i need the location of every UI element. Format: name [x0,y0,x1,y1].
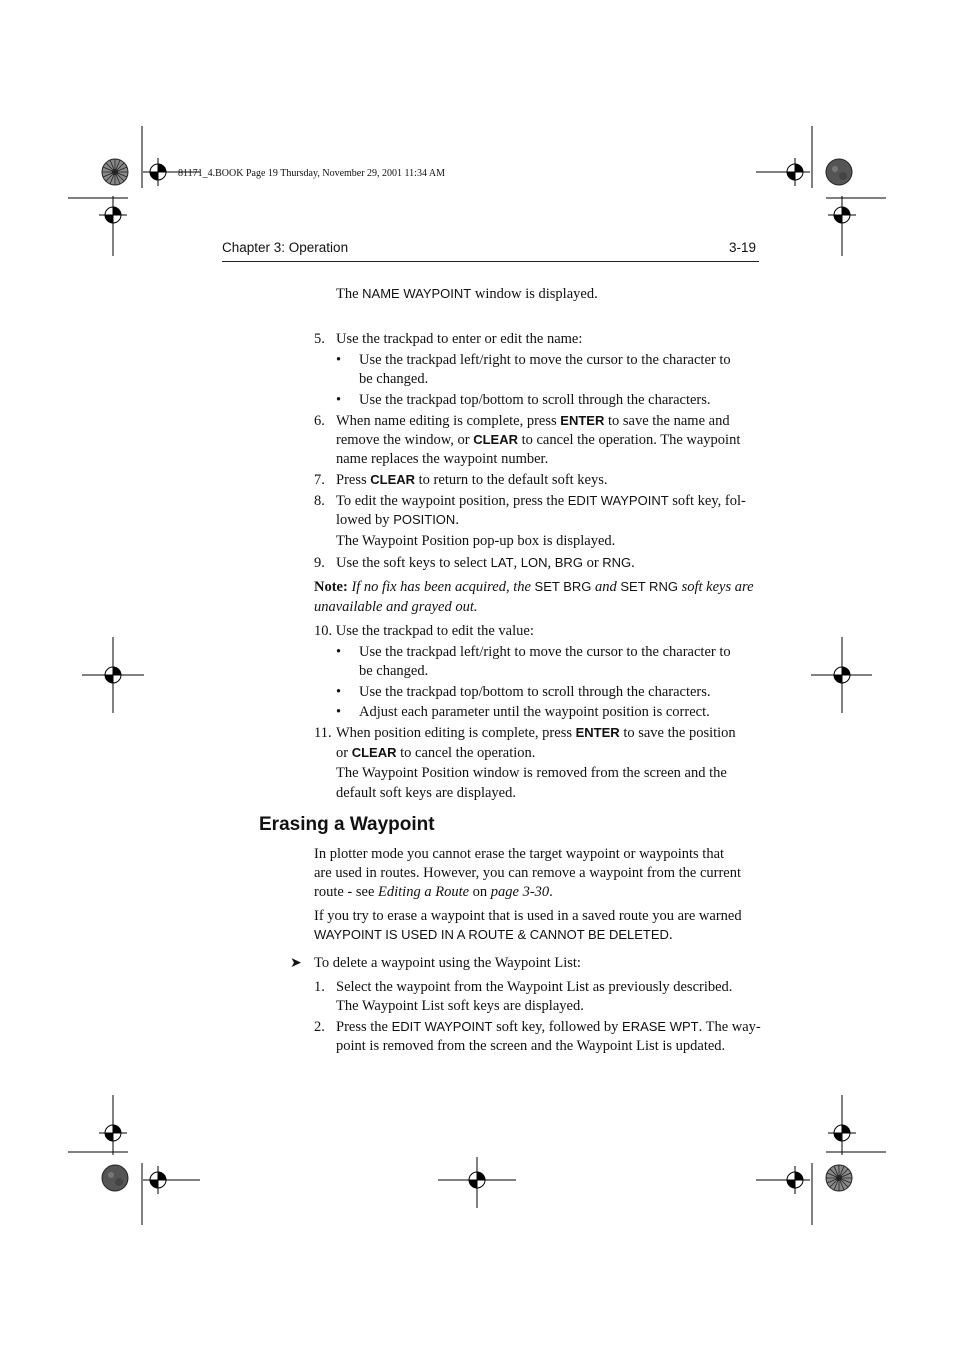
bullet: • [336,352,342,368]
step-11-line-4: default soft keys are displayed. [336,785,516,801]
step-8-line-2: lowed by POSITION. [336,512,459,528]
step-10-text: 10. Use the trackpad to edit the value: [314,623,534,639]
bullet: • [336,704,342,720]
step-8-line-3: The Waypoint Position pop-up box is displayed. [336,533,616,549]
step-5-bullet-2: Use the trackpad top/bottom to scroll through the characters. [359,392,711,408]
step-6-line-1: When name editing is complete, press ENTER to save the name and [336,413,730,429]
step-6-number: 6. [314,413,325,429]
step-11-number: 11. [314,725,332,741]
bullet: • [336,684,342,700]
step-9-line-1: Use the soft keys to select LAT, LON, BRG or RNG. [336,555,635,571]
procedure-title: To delete a waypoint using the Waypoint List: [314,955,581,971]
step-10-bullet-3: Adjust each parameter until the waypoint position is correct. [359,704,710,720]
step-11-line-2: or CLEAR to cancel the operation. [336,745,536,761]
book-info-slug: 81171_4.BOOK Page 19 Thursday, November 29, 2001 11:34 AM [178,168,446,179]
step-11-line-1: When position editing is complete, press ENTER to save the position [336,725,736,741]
step-9-number: 9. [314,555,325,571]
section-p2-line-1: If you try to erase a waypoint that is used in a saved route you are warned [314,908,742,924]
proc-step-2-number: 2. [314,1019,325,1035]
section-p1-line-3: route - see Editing a Route on page 3-30. [314,884,553,900]
step-8-number: 8. [314,493,325,509]
step-11-line-3: The Waypoint Position window is removed from the screen and the [336,765,727,781]
step-10-bullet-1: Use the trackpad left/right to move the cursor to the character to [359,644,731,660]
step-5-bullet-1-cont: be changed. [359,371,429,387]
section-p1-line-2: are used in routes. However, you can remove a waypoint from the current [314,865,742,881]
note-line-2: unavailable and grayed out. [314,599,478,615]
intro-line: The NAME WAYPOINT window is displayed. [336,286,598,302]
proc-step-1-number: 1. [314,979,325,995]
page-number: 3-19 [729,240,757,255]
proc-step-1-line-2: The Waypoint List soft keys are displayed. [336,998,584,1014]
step-5-text: Use the trackpad to enter or edit the name: [336,331,583,347]
step-8-line-1: To edit the waypoint position, press the EDIT WAYPOINT soft key, fol- [336,493,746,509]
step-10-bullet-2: Use the trackpad top/bottom to scroll through the characters. [359,684,711,700]
bullet: • [336,644,342,660]
note-line-1: Note: If no fix has been acquired, the SET BRG and SET RNG soft keys are [314,579,754,595]
step-7-number: 7. [314,472,325,488]
step-6-line-2: remove the window, or CLEAR to cancel the operation. The waypoint [336,432,741,448]
link-editing-a-route[interactable]: Editing a Route [378,884,470,900]
link-page-3-30[interactable]: page 3-30 [490,884,550,900]
bullet: • [336,392,342,408]
chapter-header: Chapter 3: Operation [222,240,349,255]
section-p1-line-1: In plotter mode you cannot erase the target waypoint or waypoints that [314,846,725,862]
step-5-bullet-1: Use the trackpad left/right to move the cursor to the character to [359,352,731,368]
section-p2-line-2: WAYPOINT IS USED IN A ROUTE & CANNOT BE DELETED. [314,927,673,943]
proc-step-2-line-2: point is removed from the screen and the Waypoint List is updated. [336,1038,726,1054]
proc-step-2-line-1: Press the EDIT WAYPOINT soft key, followed by ERASE WPT. The way- [336,1019,761,1035]
step-10-bullet-1-cont: be changed. [359,663,429,679]
step-5-number: 5. [314,331,325,347]
step-7-line-1: Press CLEAR to return to the default soft keys. [336,472,608,488]
proc-step-1-line-1: Select the waypoint from the Waypoint List as previously described. [336,979,733,995]
procedure-arrow-icon: ➤ [290,955,302,971]
section-heading: Erasing a Waypoint [259,814,435,835]
header-rule [222,261,759,262]
step-6-line-3: name replaces the waypoint number. [336,451,549,467]
